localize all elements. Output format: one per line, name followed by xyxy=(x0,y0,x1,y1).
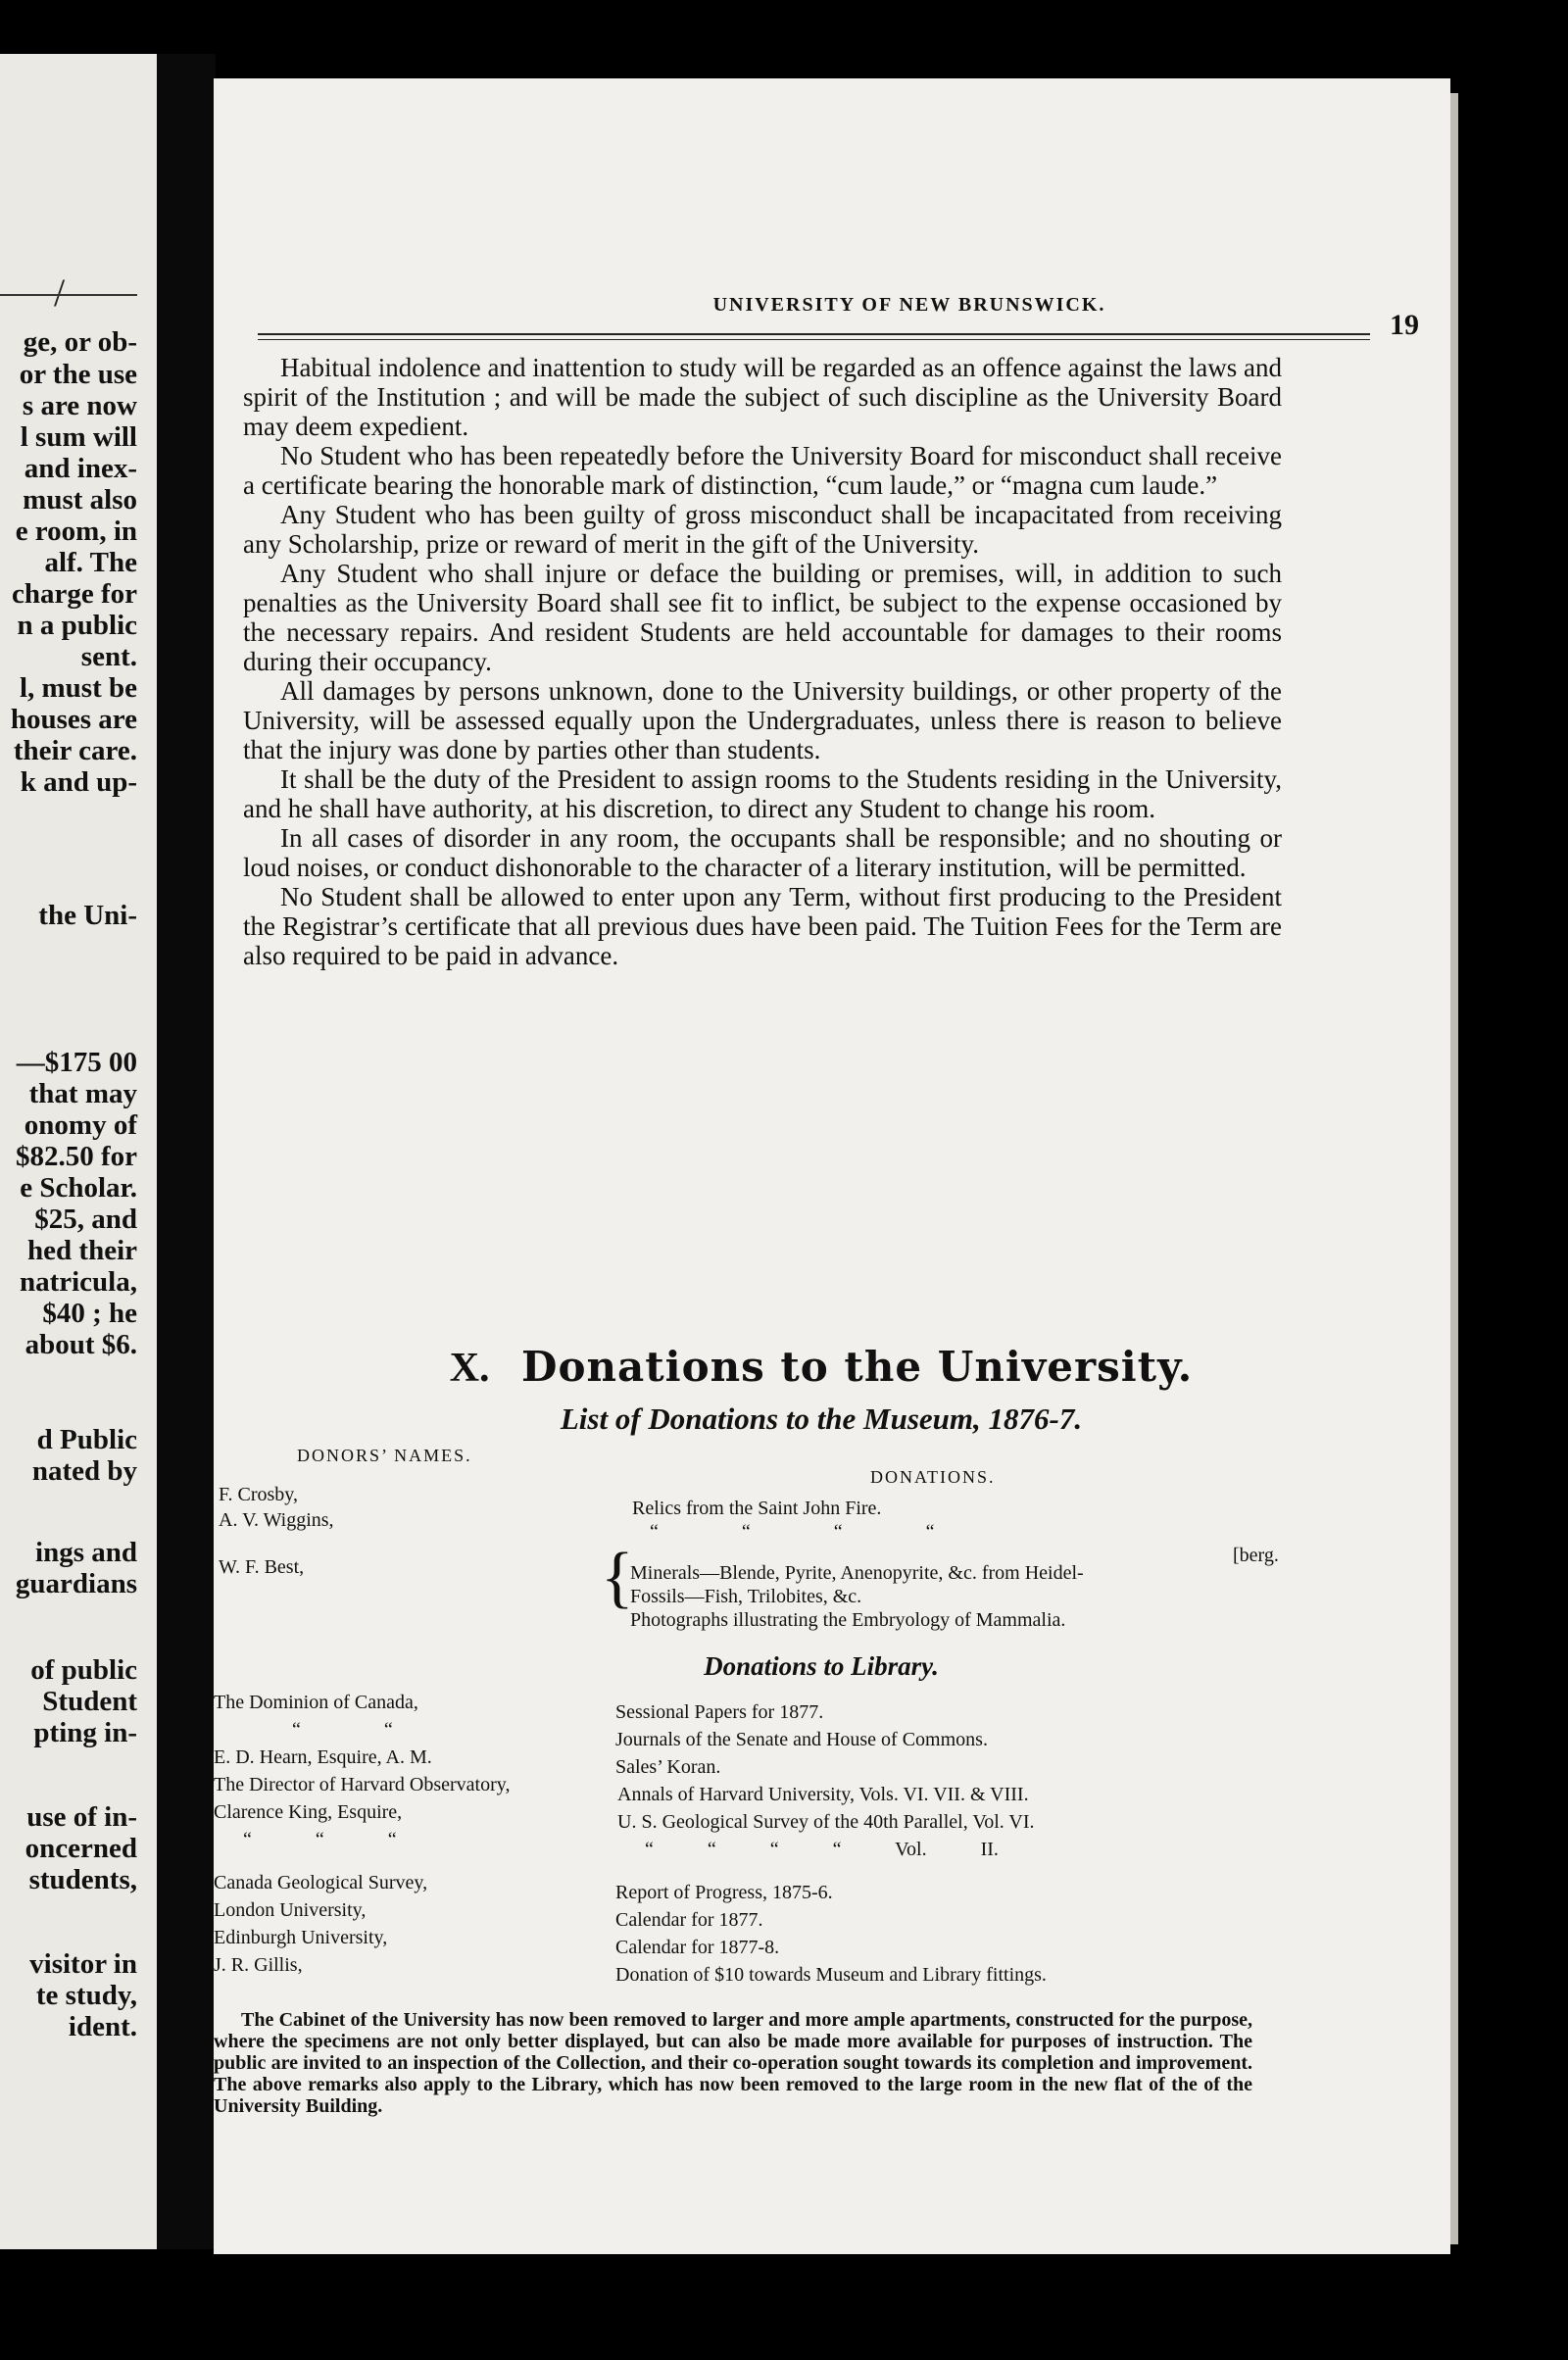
facing-page-fragment: their care. xyxy=(13,735,137,766)
facing-page-fragment: the Uni- xyxy=(38,900,137,931)
donation-item: Donation of $10 towards Museum and Library fittings. xyxy=(615,1964,1047,1986)
facing-page-fragment: about $6. xyxy=(24,1329,137,1360)
donor-name: London University, xyxy=(214,1899,367,1921)
paragraph: Any Student who shall injure or deface the building or premises, will, in addition to such penalties as the University Board shall see fit to inflict, be subject to the expense occasioned by the necessary repairs. And resident Students are held accountable for damages to their rooms during their occupancy. xyxy=(243,559,1282,676)
museum-heading: List of Donations to the Museum, 1876-7. xyxy=(560,1401,1083,1436)
donation-item: Sessional Papers for 1877. xyxy=(615,1701,824,1723)
section-number: X. xyxy=(449,1346,490,1391)
facing-page-fragment: sent. xyxy=(80,641,137,672)
facing-page-rule xyxy=(0,294,137,296)
facing-page-fragment: hed their xyxy=(27,1235,137,1266)
section-heading: Donations to the University. xyxy=(521,1343,1194,1391)
gutter xyxy=(157,54,216,2249)
facing-page-fragment: e Scholar. xyxy=(20,1172,137,1204)
facing-page-fragment: onomy of xyxy=(24,1109,137,1141)
facing-page-fragment: te study, xyxy=(35,1980,137,2011)
pen-mark: / xyxy=(54,270,66,315)
facing-page-fragment: charge for xyxy=(11,578,137,610)
facing-page-fragment: ge, or ob- xyxy=(23,326,137,358)
paragraph: No Student shall be allowed to enter upon any Term, without first producing to the President the Registrar’s certificate that all previous dues have been paid. The Tuition Fees for the Term are also required to be paid in advance. xyxy=(243,882,1282,970)
facing-page-fragment: $25, and xyxy=(34,1204,137,1235)
donor-name: W. F. Best, xyxy=(219,1556,305,1578)
main-page xyxy=(214,78,1450,2254)
donation-overflow: [berg. xyxy=(1233,1545,1279,1566)
facing-page-fragment: students, xyxy=(28,1864,137,1895)
donation-item: U. S. Geological Survey of the 40th Parallel, Vol. VI. xyxy=(617,1811,1035,1833)
ditto-marks: “ “ “ xyxy=(243,1829,426,1850)
donation-item: Relics from the Saint John Fire. xyxy=(632,1498,882,1519)
facing-page-fragment: ings and xyxy=(35,1537,137,1568)
donation-item: Fossils—Fish, Trilobites, &c. xyxy=(630,1586,862,1607)
facing-page-fragment: or the use xyxy=(19,359,137,390)
donor-name: The Dominion of Canada, xyxy=(214,1692,418,1713)
closing-note xyxy=(214,2009,1252,2117)
donors-column-header: DONORS’ NAMES. xyxy=(297,1446,472,1465)
section-title xyxy=(214,1343,1429,1392)
facing-page-fragment: natricula, xyxy=(19,1266,137,1298)
facing-page-fragment: oncerned xyxy=(24,1833,137,1864)
regulations-text xyxy=(243,353,1282,970)
header-rule xyxy=(258,333,1370,335)
donor-name: J. R. Gillis, xyxy=(214,1954,303,1976)
facing-page-fragment: pting in- xyxy=(33,1717,137,1748)
donation-item: Report of Progress, 1875-6. xyxy=(615,1882,833,1903)
donation-item: Sales’ Koran. xyxy=(615,1756,721,1778)
header-rule-thin xyxy=(258,339,1370,340)
facing-page-fragment: Student xyxy=(42,1686,137,1717)
paragraph: Any Student who has been guilty of gross misconduct shall be incapacitated from receiving any Scholarship, prize or reward of merit in the gift of the University. xyxy=(243,500,1282,559)
paragraph: It shall be the duty of the President to assign rooms to the Students residing in the University, and he shall have authority, at his discretion, to direct any Student to change his room. xyxy=(243,764,1282,823)
donation-item: Calendar for 1877. xyxy=(615,1909,763,1931)
facing-page-fragment: d Public xyxy=(36,1424,137,1455)
donation-item: Calendar for 1877-8. xyxy=(615,1937,780,1958)
running-head: UNIVERSITY OF NEW BRUNSWICK. xyxy=(712,294,1106,316)
facing-page-fragment: use of in- xyxy=(26,1801,137,1833)
donor-name: Clarence King, Esquire, xyxy=(214,1801,403,1823)
donor-name: The Director of Harvard Observatory, xyxy=(214,1774,511,1795)
facing-page-fragment: visitor in xyxy=(29,1948,137,1980)
donation-item: Minerals—Blende, Pyrite, Anenopyrite, &c. from Heidel- xyxy=(630,1562,1084,1584)
facing-page-fragment: s are now xyxy=(22,390,137,421)
donation-item: Annals of Harvard University, Vols. VI. VII. & VIII. xyxy=(617,1784,1029,1805)
facing-page-fragment: guardians xyxy=(15,1568,137,1599)
paragraph: In all cases of disorder in any room, the occupants shall be responsible; and no shouting or loud noises, or conduct dishonorable to the character of a literary institution, will be permitted. xyxy=(243,823,1282,882)
facing-page-fragment: houses are xyxy=(10,704,137,735)
ditto-marks: “ “ “ “ xyxy=(650,1521,974,1543)
facing-page-fragment: l sum will xyxy=(20,421,137,453)
donation-item: Photographs illustrating the Embryology of Mammalia. xyxy=(630,1609,1066,1631)
brace-glyph: { xyxy=(601,1540,634,1615)
facing-page-fragment: $40 ; he xyxy=(42,1298,137,1329)
paragraph: No Student who has been repeatedly before the University Board for misconduct shall receive a certificate bearing the honorable mark of distinction, “cum laude,” or “magna cum laude.” xyxy=(243,441,1282,500)
page-number: 19 xyxy=(1390,309,1419,341)
paragraph: All damages by persons unknown, done to the University buildings, or other property of the University, will be assessed equally upon the Undergraduates, unless there is reason to believe that the injury was done by parties other than students. xyxy=(243,676,1282,764)
facing-page-fragment: $82.50 for xyxy=(15,1141,137,1172)
facing-page-fragment: of public xyxy=(30,1654,137,1686)
donor-name: E. D. Hearn, Esquire, A. M. xyxy=(214,1746,432,1768)
donor-name: A. V. Wiggins, xyxy=(219,1509,334,1531)
facing-page-fragment: l, must be xyxy=(19,672,137,704)
facing-page-fragment: alf. The xyxy=(44,547,137,578)
facing-page-fragment: e room, in xyxy=(15,516,137,547)
donations-column-header: DONATIONS. xyxy=(870,1467,996,1487)
facing-page-fragment: —$175 00 xyxy=(16,1047,137,1078)
facing-page-fragment: k and up- xyxy=(20,766,137,798)
facing-page-fragment: that may xyxy=(28,1078,137,1109)
facing-page-fragment: must also xyxy=(23,484,137,516)
paragraph: Habitual indolence and inattention to study will be regarded as an offence against the laws and spirit of the Institution ; and will be made the subject of such discipline as the University Board may deem expedient. xyxy=(243,353,1282,441)
facing-page xyxy=(0,54,157,2249)
donation-item: Journals of the Senate and House of Commons. xyxy=(615,1729,988,1750)
library-heading: Donations to Library. xyxy=(704,1651,939,1681)
donation-item: “ “ “ “ Vol. II. xyxy=(645,1839,999,1860)
museum-list xyxy=(219,1446,1395,1642)
donor-name: F. Crosby, xyxy=(219,1484,299,1505)
library-list xyxy=(214,1691,1399,2004)
closing-paragraph: The Cabinet of the University has now been removed to larger and more ample apartments, constructed for the purpose, where the specimens are not only better displayed, but can also be made more available for purposes of instruction. The public are invited to an inspection of the Collection, and their co-operation sought towards its completion and improvement. The above remarks also apply to the Library, which has now been removed to the large room in the new flat of the of the University Building. xyxy=(214,2009,1252,2117)
facing-page-fragment: and inex- xyxy=(24,453,137,484)
facing-page-fragment: nated by xyxy=(31,1455,137,1487)
donor-name: Edinburgh University, xyxy=(214,1927,388,1948)
ditto-marks: “ “ xyxy=(292,1719,432,1741)
facing-page-fragment: ident. xyxy=(68,2011,137,2042)
facing-page-fragment: n a public xyxy=(17,610,137,641)
donor-name: Canada Geological Survey, xyxy=(214,1872,428,1893)
